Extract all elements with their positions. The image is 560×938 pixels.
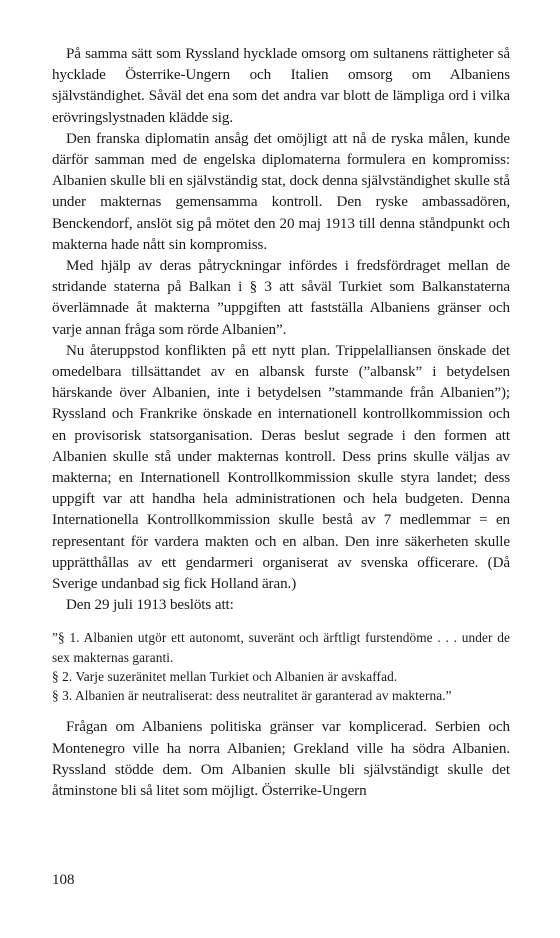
paragraph-2: Den franska diplomatin ansåg det omöjligt att nå de ryska målen, kunde därför samman med de engelska diplomaterna formulera en kompromiss: Albanien skulle bli en självständig stat, dock denna självständighet skulle stå under makternas gemensamma kontroll. Den ryske ambassadören, Benckendorf, anslöt sig på mötet den 20 maj 1913 till denna ståndpunkt och makterna hade nått sin kompromiss. bbox=[52, 130, 510, 253]
closing-text bbox=[52, 717, 510, 802]
book-page bbox=[52, 44, 510, 924]
quote-article-2: § 2. Varje suzeränitet mellan Turkiet och Albanien är avskaffad. bbox=[52, 668, 398, 684]
quoted-resolution bbox=[52, 628, 510, 705]
quote-article-1: ”§ 1. Albanien utgör ett autonomt, suveränt och ärftligt furstendöme . . . under de sex makternas garanti. bbox=[52, 630, 510, 665]
quote-article-3: § 3. Albanien är neutraliserat: dess neutralitet är garanterad av makterna.” bbox=[52, 688, 452, 704]
body-text bbox=[52, 44, 510, 616]
paragraph-3: Med hjälp av deras påtryckningar infördes i fredsfördraget mellan de stridande staterna på Balkan i § 3 att såväl Turkiet som Balkanstaterna överlämnade åt makterna ”uppgiften att fastställa Albaniens gränser och varje annan fråga som rörde Albanien”. bbox=[52, 258, 510, 338]
paragraph-5: Den 29 juli 1913 beslöts att: bbox=[66, 597, 234, 614]
closing-paragraph: Frågan om Albaniens politiska gränser var komplicerad. Serbien och Montenegro ville ha norra Albanien; Grekland ville ha södra Albanien. Ryssland stödde dem. Om Albanien skulle bli självständigt skulle det åtminstone bli så litet som möjligt. Österrike-Ungern bbox=[52, 719, 510, 799]
page-number: 108 bbox=[52, 872, 75, 888]
paragraph-1: På samma sätt som Ryssland hycklade omsorg om sultanens rättigheter så hycklade Österrike-Ungern och Italien omsorg om Albaniens självständighet. Såväl det ena som det andra var blott de lämpliga ord i vilka erövringslystnaden klädde sig. bbox=[52, 46, 510, 126]
paragraph-4: Nu återuppstod konflikten på ett nytt plan. Trippelalliansen önskade det omedelbara tillsättandet av en albansk furste (”albansk” i betydelsen härskande över Albanien, inte i betydelsen ”stammande från Albanien”); Ryssland och Frankrike önskade en internationell kontrollkommission och en provisorisk statsorganisation. Deras beslut segrade i den formen att Albanien skulle stå under makternas kontroll. Dess prins skulle väljas av makterna; en Internationell Kontrollkommission skulle styra landet; dess uppgift var att handha hela administrationen och hela budgeten. Denna Internationella Kontrollkommission skulle bestå av 7 medlemmar = en representant för vardera makten och en alban. Den inre säkerheten skulle upprätthållas av ett gendarmeri organiserat av svenska officerare. (Då Sverige undanbad sig fick Holland äran.) bbox=[52, 342, 510, 593]
